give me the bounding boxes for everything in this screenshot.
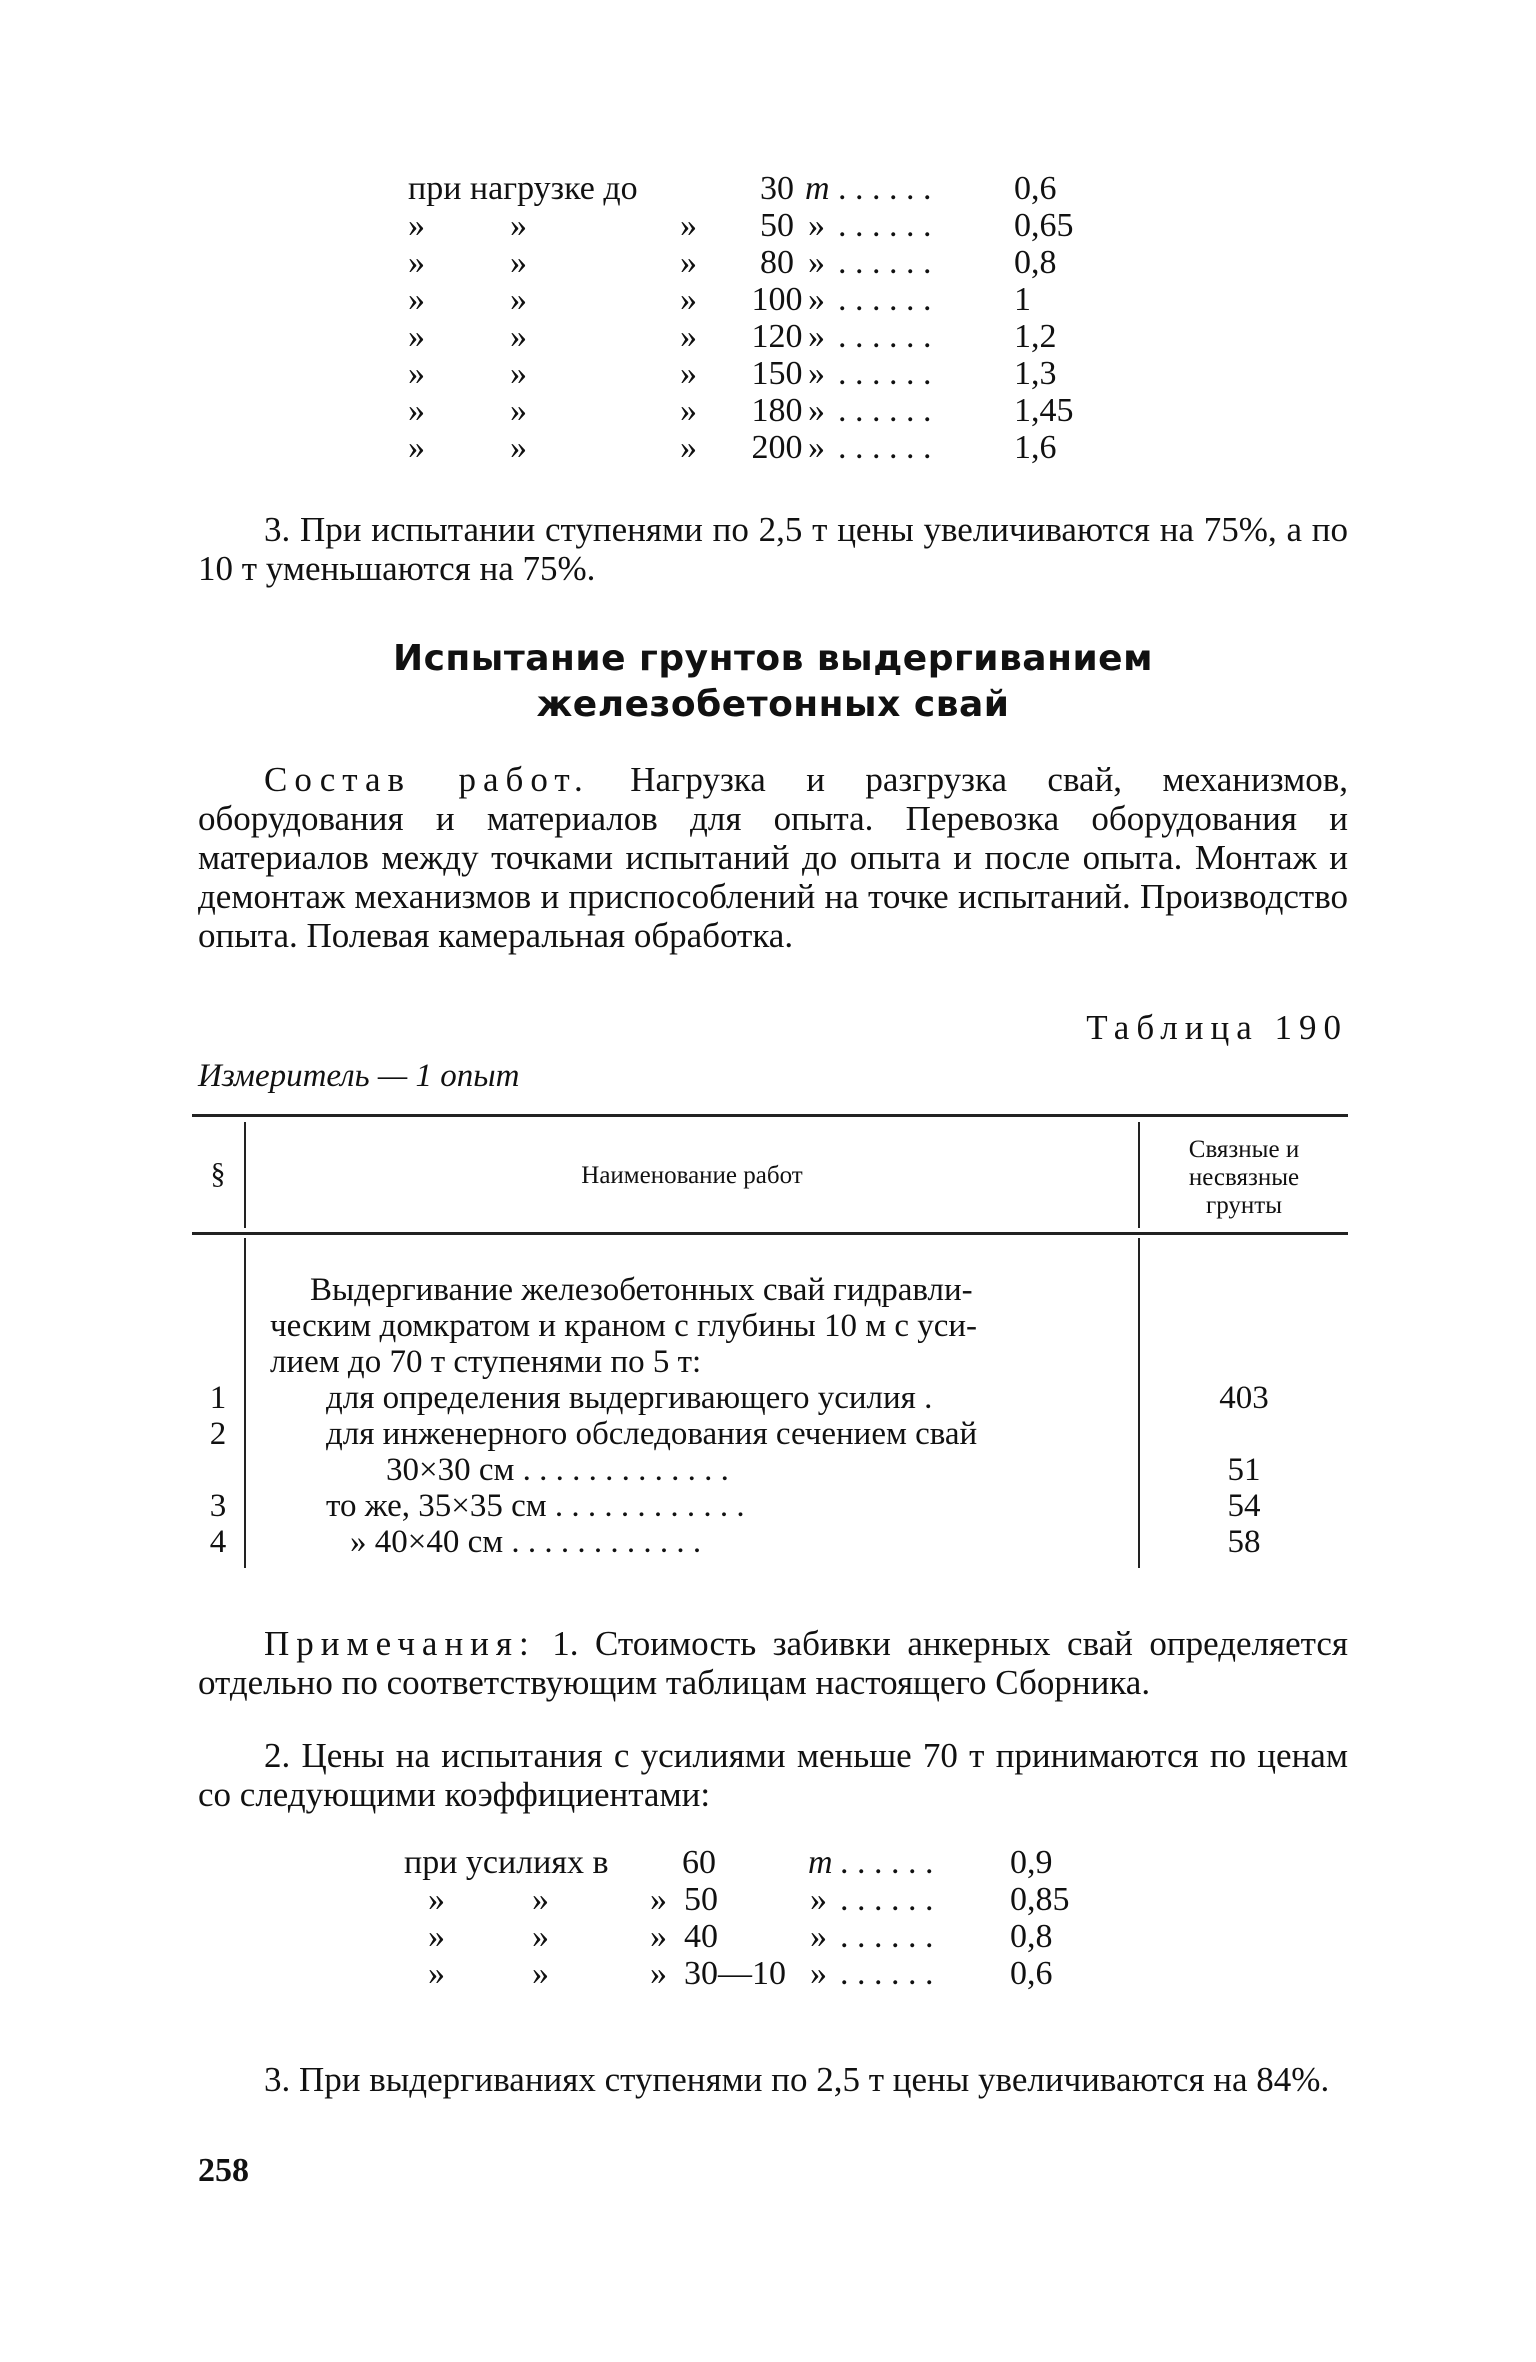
row-name: для инженерного обследования сечением свай [326,1416,978,1452]
coef-value: 40 [684,1918,718,1955]
coef-value: 120 [751,318,803,355]
table-top-rule [192,1114,1348,1117]
row-name: для определения выдергивающего усилия . [326,1380,933,1416]
coef-value: 50 [760,207,794,244]
row-number: 2 [209,1416,227,1452]
note-3-top: 3. При испытании ступенями по 2,5 т цены увеличиваются на 75%, а по 10 т уменьшаются на 75%. [198,510,1348,588]
coef-factor: 1,45 [1014,392,1074,429]
coef-label: при усилиях в [404,1844,609,1881]
coef-factor: 0,8 [1014,244,1057,281]
row-name: » 40×40 см . . . . . . . . . . . . [350,1524,702,1560]
coef-value: 30 [760,170,794,207]
notes-label: Примечания: [264,1624,536,1663]
coef-factor: 1,3 [1014,355,1057,392]
coef-value: 180 [751,392,803,429]
coef-factor: 1,2 [1014,318,1057,355]
header-soil-2: несвязные [1188,1164,1300,1191]
section-title-line1: Испытание грунтов выдергиванием [392,638,1154,679]
coef-factor: 0,6 [1014,170,1057,207]
coef-factor: 0,9 [1010,1844,1053,1881]
table-intro-3: лием до 70 т ступенями по 5 т: [270,1344,702,1380]
coef-value: 150 [751,355,803,392]
measure-unit: Измеритель — 1 опыт [198,1058,520,1094]
coef-value: 60 [682,1844,716,1881]
work-composition-text: Нагрузка и разгрузка свай, механизмов, оборудования и материалов для опыта. Перевозка оборудования и материалов между точками испытаний до опыта и после опыта. Монтаж и демонтаж механизмов и приспособлений на точке испытаний. Производство опыта. Полевая камеральная обработка. [198,760,1348,955]
coef-value: 50 [684,1881,718,1918]
row-name: то же, 35×35 см . . . . . . . . . . . . [326,1488,745,1524]
row-number: 4 [209,1524,227,1560]
header-name: Наименование работ [581,1162,803,1189]
coef-unit: т [808,1844,833,1881]
coef-value: 100 [751,281,803,318]
col-divider [244,1238,246,1568]
table-intro-2: ческим домкратом и краном с глубины 10 м с уси- [270,1308,978,1344]
row-number: 3 [209,1488,227,1524]
table-intro-1: Выдергивание железобетонных свай гидравли- [310,1272,973,1308]
row-value: 403 [1219,1380,1269,1416]
note-3-bottom: 3. При выдергиваниях ступенями по 2,5 т цены увеличиваются на 84%. [264,2060,1330,2099]
note-1: Примечания: 1. Стоимость забивки анкерных свай определяется отдельно по соответствующим таблицам настоящего Сборника. [198,1624,1348,1702]
work-composition [198,760,1348,955]
coef-factor: 0,6 [1010,1955,1053,1992]
coef-factor: 1 [1014,281,1031,318]
coef-factor: 1,6 [1014,429,1057,466]
note-2: 2. Цены на испытания с усилиями меньше 70 т принимаются по ценам со следующими коэффициентами: [198,1736,1348,1814]
coef-value: 80 [760,244,794,281]
row-value: 58 [1227,1524,1261,1560]
table-header-rule [192,1232,1348,1235]
page-number: 258 [198,2152,249,2189]
coef-factor: 0,8 [1010,1918,1053,1955]
header-section: § [210,1157,226,1190]
coef-unit: т [805,170,830,207]
row-number: 1 [209,1380,227,1416]
coef-label: при нагрузке до [408,170,638,207]
coef-value: 30—10 [684,1955,786,1992]
table-label: Таблица 190 [1086,1008,1348,1047]
coef-factor: 0,85 [1010,1881,1070,1918]
work-composition-label: Состав работ. [264,760,590,799]
section-title-line2: железобетонных свай [536,684,1010,725]
coef-factor: 0,65 [1014,207,1074,244]
coef-value: 200 [751,429,803,466]
row-name: 30×30 см . . . . . . . . . . . . . [386,1452,729,1488]
row-value: 54 [1227,1488,1261,1524]
coef-dots: . . . . . . [838,170,932,207]
header-soil-1: Связные и [1188,1136,1300,1163]
header-soil-3: грунты [1205,1192,1283,1219]
row-value: 51 [1227,1452,1261,1488]
